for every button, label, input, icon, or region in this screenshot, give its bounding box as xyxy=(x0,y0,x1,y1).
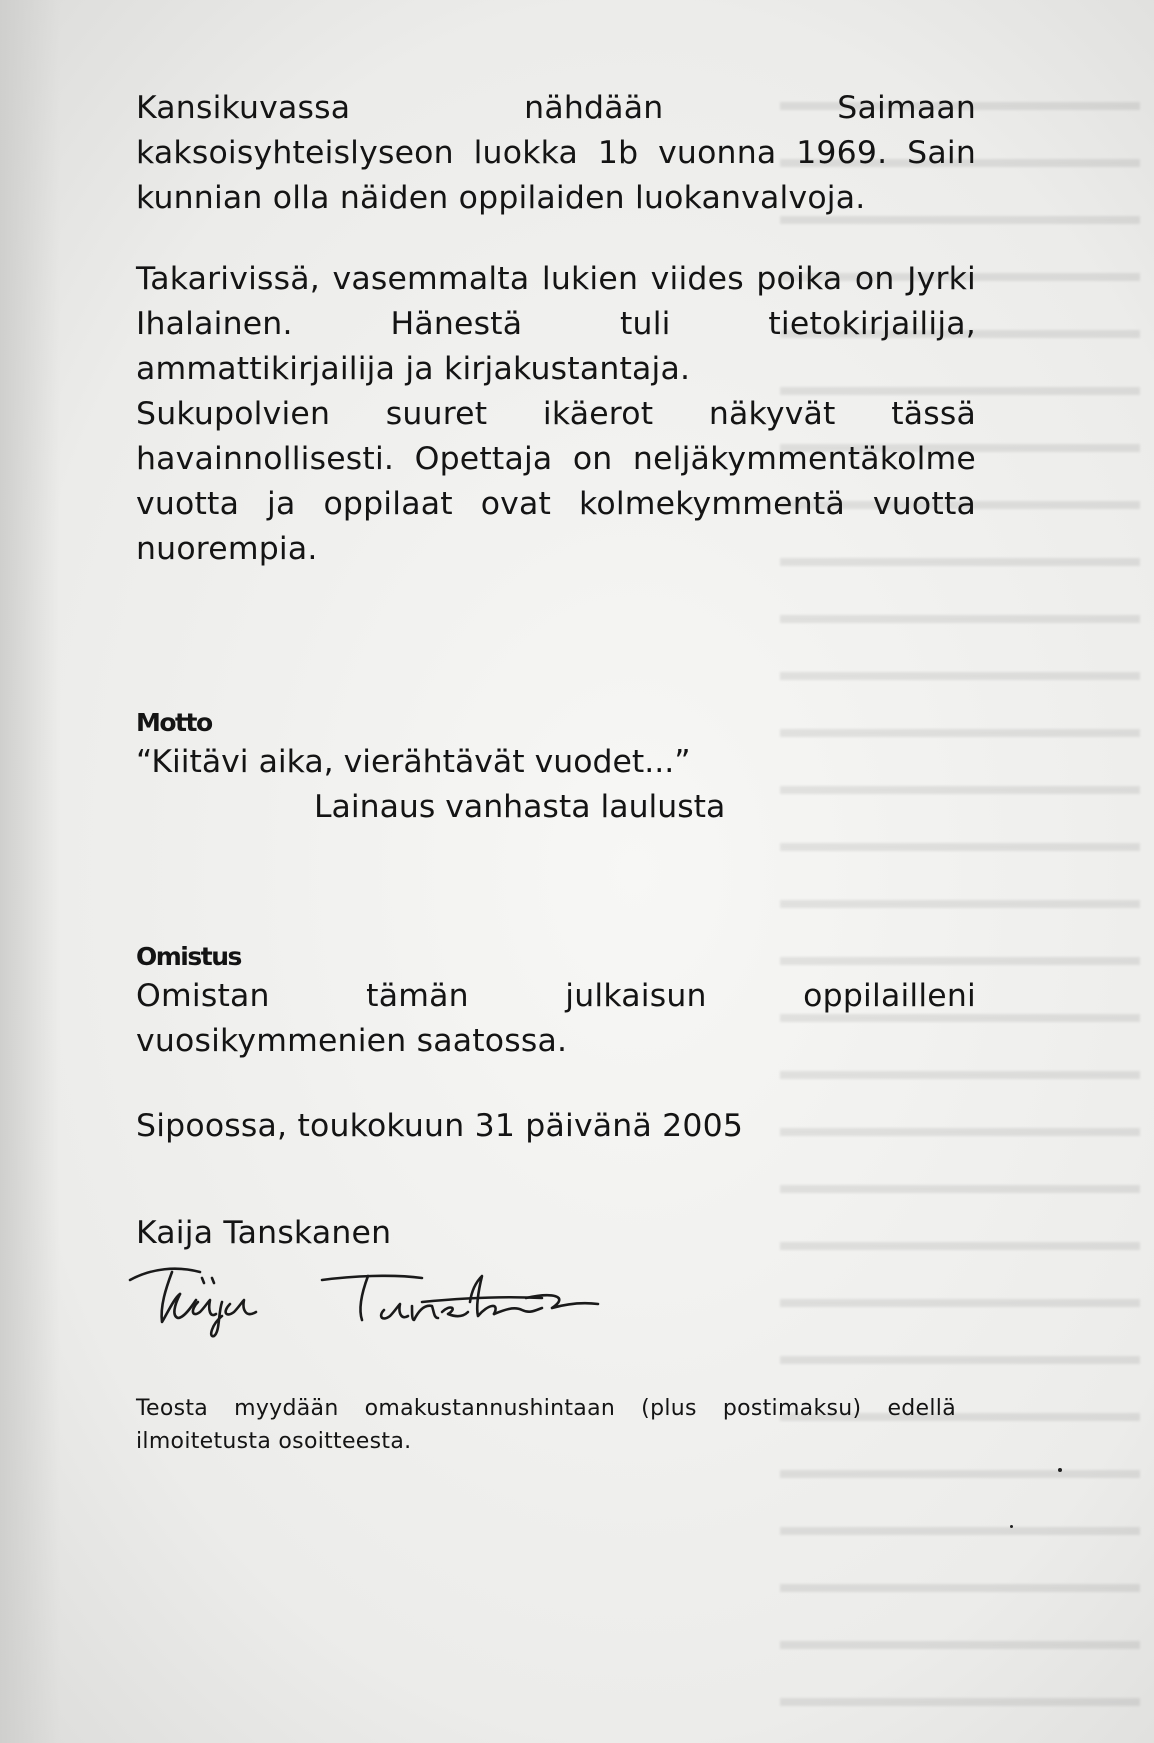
place-date: Sipoossa, toukokuun 31 päivänä 2005 xyxy=(136,1108,744,1144)
handwritten-signature-icon xyxy=(122,1258,642,1338)
page-gutter-shadow xyxy=(0,0,60,1743)
page-content xyxy=(136,86,976,1458)
dedication-text: Omistan tämän julkaisun oppilailleni vuosikymmenien saatossa. xyxy=(136,978,976,1059)
print-speck xyxy=(1058,1468,1062,1472)
print-speck xyxy=(1010,1525,1013,1528)
photo-description-2: Sukupolvien suuret ikäerot näkyvät tässä havainnollisesti. Opettaja on neljäkymmentäkolme vuotta ja oppilaat ovat kolmekymmentä vuotta nuorempia. xyxy=(136,396,976,567)
photo-description-1: Takarivissä, vasemmalta lukien viides poika on Jyrki Ihalainen. Hänestä tuli tietokirjailija, ammattikirjailija ja kirjakustantaja. xyxy=(136,261,976,387)
footer-note: Teosta myydään omakustannushintaan (plus postimaksu) edellä ilmoitetusta osoitteesta. xyxy=(136,1396,956,1454)
motto-heading: Motto xyxy=(136,708,212,737)
motto-source: Lainaus vanhasta laulusta xyxy=(314,789,726,825)
dedication-heading: Omistus xyxy=(136,942,241,971)
author-name: Kaija Tanskanen xyxy=(136,1215,392,1251)
cover-description: Kansikuvassa nähdään Saimaan kaksoisyhteislyseon luokka 1b vuonna 1969. Sain kunnian olla näiden oppilaiden luokanvalvoja. xyxy=(136,90,976,216)
motto-quote: “Kiitävi aika, vierähtävät vuodet...” xyxy=(136,744,691,780)
